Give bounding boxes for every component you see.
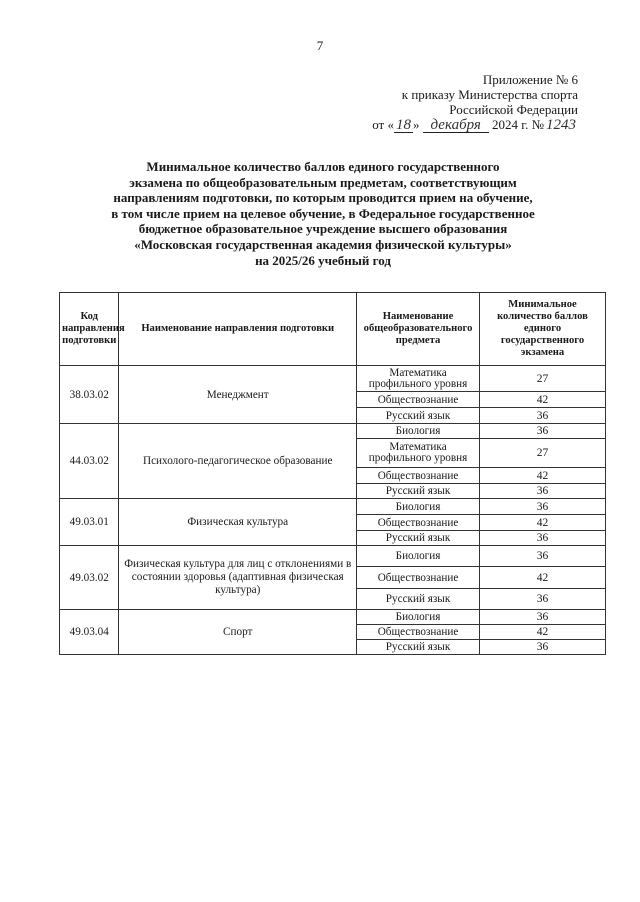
code-cell: 49.03.01 bbox=[60, 499, 119, 546]
score-cell: 42 bbox=[479, 625, 605, 640]
subject-cell: Обществознание bbox=[357, 468, 480, 484]
table-row bbox=[60, 610, 606, 625]
subject-cell: Биология bbox=[357, 610, 480, 625]
title-line: в том числе прием на целевое обучение, в Федеральное государственное bbox=[111, 205, 535, 221]
header-subject: Наименование общеобразовательного предмета bbox=[357, 293, 480, 366]
score-cell: 27 bbox=[479, 439, 605, 468]
code-cell: 44.03.02 bbox=[60, 424, 119, 499]
direction-cell: Спорт bbox=[119, 610, 357, 655]
score-cell: 36 bbox=[479, 640, 605, 655]
title-line: экзамена по общеобразовательным предметам, соответствующим bbox=[129, 174, 517, 190]
subject-cell: Биология bbox=[357, 546, 480, 567]
appendix-order-ref: к приказу Министерства спорта bbox=[401, 87, 578, 102]
subject-cell: Математика профильного уровня bbox=[357, 366, 480, 392]
date-year: 2024 г. № bbox=[491, 117, 544, 132]
page-number: 7 bbox=[316, 38, 324, 53]
code-cell: 49.03.02 bbox=[60, 546, 119, 610]
direction-cell: Физическая культура bbox=[119, 499, 357, 546]
header-min-score: Минимальное количество баллов единого государственного экзамена bbox=[479, 293, 605, 366]
direction-cell: Психолого-педагогическое образование bbox=[119, 424, 357, 499]
score-cell: 27 bbox=[479, 366, 605, 392]
title-line: бюджетное образовательное учреждение высшего образования bbox=[138, 221, 508, 237]
title-line: направлениям подготовки, по которым проводится прием на обучение, bbox=[113, 190, 533, 206]
handwritten-month: декабря bbox=[423, 119, 489, 133]
appendix-header bbox=[318, 72, 578, 133]
appendix-title: Приложение № 6 bbox=[482, 72, 578, 87]
table-row bbox=[60, 499, 606, 515]
handwritten-order-number: 1243 bbox=[546, 117, 576, 133]
code-cell: 38.03.02 bbox=[60, 366, 119, 424]
table-row bbox=[60, 366, 606, 392]
direction-cell: Физическая культура для лиц с отклонениями в состоянии здоровья (адаптивная физическая культура) bbox=[119, 546, 357, 610]
handwritten-day: 18 bbox=[395, 117, 411, 133]
subject-cell: Биология bbox=[357, 499, 480, 515]
table-header-row bbox=[60, 293, 606, 366]
score-cell: 42 bbox=[479, 392, 605, 408]
date-prefix: от « bbox=[372, 117, 394, 132]
title-line: на 2025/26 учебный год bbox=[255, 252, 391, 268]
table-row bbox=[60, 546, 606, 567]
subject-cell: Русский язык bbox=[357, 484, 480, 499]
subject-cell: Русский язык bbox=[357, 408, 480, 424]
title-line: «Московская государственная академия физической культуры» bbox=[134, 236, 512, 252]
table-row bbox=[60, 424, 606, 439]
score-cell: 36 bbox=[479, 589, 605, 610]
header-direction: Наименование направления подготовки bbox=[119, 293, 357, 366]
score-cell: 36 bbox=[479, 546, 605, 567]
score-cell: 36 bbox=[479, 610, 605, 625]
subject-cell: Русский язык bbox=[357, 531, 480, 546]
scores-table bbox=[59, 292, 606, 655]
score-cell: 42 bbox=[479, 468, 605, 484]
score-cell: 36 bbox=[479, 424, 605, 439]
appendix-ministry: Российской Федерации bbox=[449, 102, 578, 117]
subject-cell: Математика профильного уровня bbox=[357, 439, 480, 468]
subject-cell: Обществознание bbox=[357, 625, 480, 640]
title-line: Минимальное количество баллов единого государственного bbox=[146, 159, 500, 174]
score-cell: 36 bbox=[479, 499, 605, 515]
header-code: Код направления подготовки bbox=[60, 293, 119, 366]
score-cell: 42 bbox=[479, 515, 605, 531]
subject-cell: Русский язык bbox=[357, 589, 480, 610]
score-cell: 36 bbox=[479, 531, 605, 546]
score-cell: 42 bbox=[479, 567, 605, 589]
subject-cell: Обществознание bbox=[357, 392, 480, 408]
score-cell: 36 bbox=[479, 484, 605, 499]
appendix-date-line bbox=[318, 117, 578, 133]
subject-cell: Обществознание bbox=[357, 515, 480, 531]
direction-cell: Менеджмент bbox=[119, 366, 357, 424]
subject-cell: Биология bbox=[357, 424, 480, 439]
subject-cell: Русский язык bbox=[357, 640, 480, 655]
score-cell: 36 bbox=[479, 408, 605, 424]
code-cell: 49.03.04 bbox=[60, 610, 119, 655]
subject-cell: Обществознание bbox=[357, 567, 480, 589]
date-mid: » bbox=[412, 117, 420, 132]
document-title bbox=[80, 159, 566, 268]
